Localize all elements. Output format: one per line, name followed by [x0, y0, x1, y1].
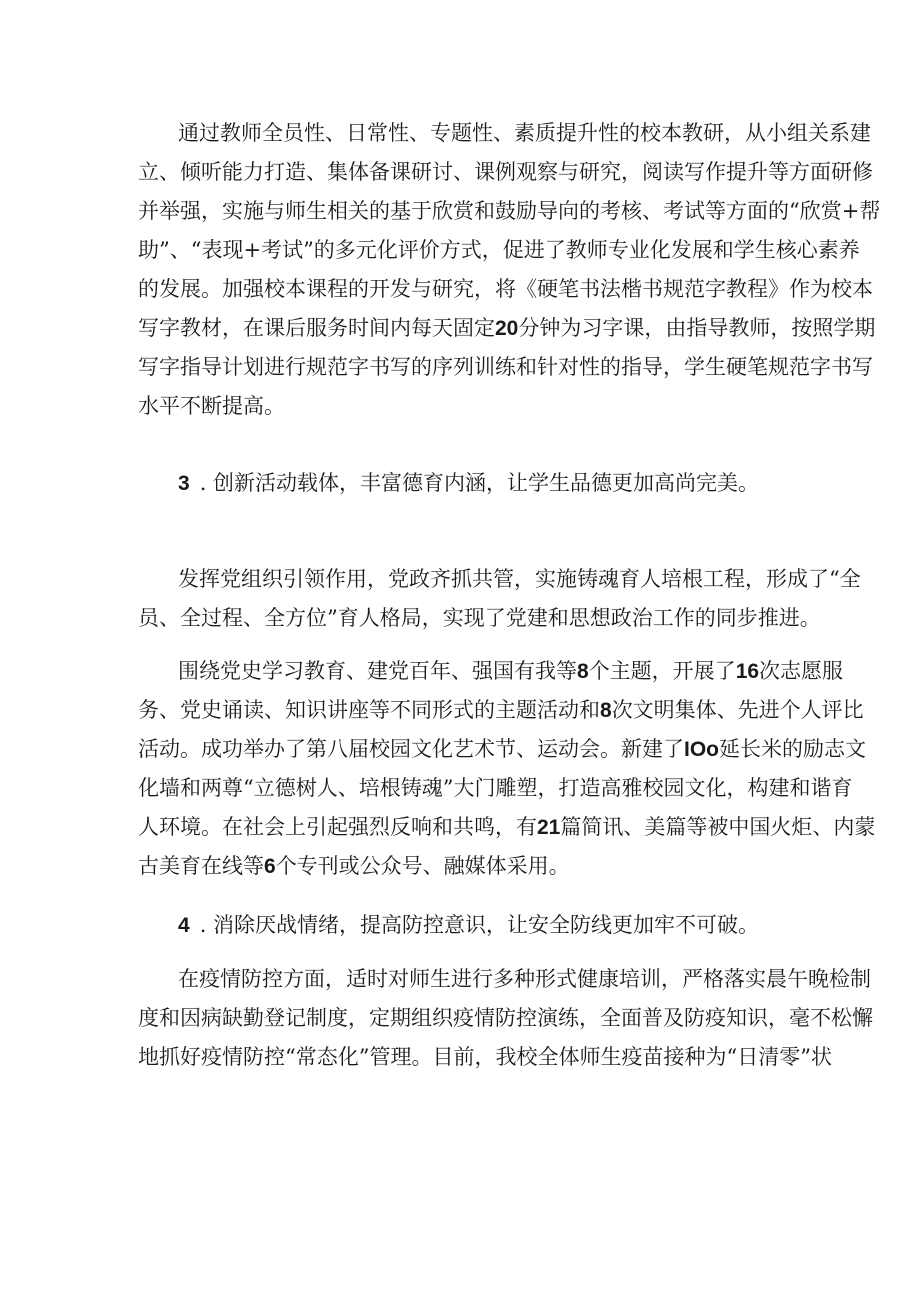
heading-3-number: 3 [178, 472, 190, 495]
p3-l6-b: 个专刊或公众号、融媒体采用。 [275, 854, 570, 878]
paragraph-1-line-4: 助”、“表现+考试”的多元化评价方式，促进了教师专业化发展和学生核心素养 [138, 238, 860, 262]
p3-l1-a: 围绕党史学习教育、建党百年、强国有我等 [178, 659, 577, 683]
p3-l6-number: 6 [264, 855, 276, 878]
p3-l2-a: 务、党史诵读、知识讲座等不同形式的主题活动和 [138, 698, 600, 722]
p3-l1-b: 个主题，开展了 [588, 659, 736, 683]
section-heading-4 [178, 910, 759, 941]
p3-l5-number: 21 [537, 816, 561, 839]
paragraph-1-line-1: 通过教师全员性、日常性、专题性、素质提升性的校本教研，从小组关系建 [178, 121, 871, 145]
paragraph-4-line-3: 地抓好疫情防控“常态化”管理。目前，我校全体师生疫苗接种为“日清零”状 [138, 1045, 832, 1069]
p3-l5-b: 篇简讯、美篇等被中国火炬、内蒙 [560, 815, 876, 839]
paragraph-1-line-3: 并举强，实施与师生相关的基于欣赏和鼓励导向的考核、考试等方面的“欣赏+帮 [138, 199, 881, 223]
paragraph-3-line-5 [138, 812, 876, 843]
p3-l3-b: 延长米的励志文 [719, 737, 866, 761]
p3-l1-number-2: 16 [735, 660, 760, 683]
p3-l1-number-1: 8 [577, 660, 589, 683]
paragraph-3-line-6 [138, 851, 788, 882]
paragraph-1-line-8: 水平不断提高。 [138, 394, 285, 418]
p3-l3-a: 活动。成功举办了第八届校园文化艺术节、运动会。新建了 [138, 737, 684, 761]
heading-4-number: 4 [178, 914, 190, 937]
paragraph-4-line-1: 在疫情防控方面，适时对师生进行多种形式健康培训，严格落实晨午晚检制 [178, 967, 871, 991]
p3-l6-a: 古美育在线等 [138, 854, 264, 878]
heading-3-text: . 创新活动载体，丰富德育内涵，让学生品德更加高尚完美。 [199, 471, 760, 495]
paragraph-3-line-1 [178, 656, 844, 687]
paragraph-3-line-3 [138, 734, 866, 765]
p3-l1-c: 次志愿服 [759, 659, 844, 683]
p3-l2-b: 次文明集体、先进个人评比 [611, 698, 864, 722]
paragraph-2-line-1: 发挥党组织引领作用，党政齐抓共管，实施铸魂育人培根工程，形成了“全 [178, 567, 861, 591]
paragraph-4-line-2: 度和因病缺勤登记制度，定期组织疫情防控演练，全面普及防疫知识，毫不松懈 [138, 1006, 873, 1030]
paragraph-1-line-7: 写字指导计划进行规范字书写的序列训练和针对性的指导，学生硬笔规范字书写 [138, 355, 873, 379]
p3-l2-number: 8 [600, 699, 612, 722]
paragraph-3-line-4: 化墙和两尊“立德树人、培根铸魂”大门雕塑，打造高雅校园文化，构建和谐育 [138, 776, 853, 800]
p3-l5-a: 人环境。在社会上引起强烈反响和共鸣，有 [138, 815, 537, 839]
section-heading-3 [178, 468, 759, 499]
heading-4-text: . 消除厌战情绪，提高防控意识，让安全防线更加牢不可破。 [199, 913, 760, 937]
paragraph-2-line-2: 员、全过程、全方位”育人格局，实现了党建和思想政治工作的同步推进。 [138, 606, 821, 630]
paragraph-1-line-5: 的发展。加强校本课程的开发与研究，将《硬笔书法楷书规范字教程》作为校本 [138, 277, 873, 301]
line-6-text-b: 分钟为习字课，由指导教师，按照学期 [518, 316, 876, 340]
paragraph-1-line-2: 立、倾听能力打造、集体备课研讨、课例观察与研究，阅读写作提升等方面研修 [138, 160, 873, 184]
paragraph-1-line-6 [138, 313, 876, 344]
p3-l3-number: IOo [684, 738, 719, 761]
line-6-number: 20 [495, 317, 519, 340]
paragraph-3-line-2 [138, 695, 864, 726]
line-6-text-a: 写字教材，在课后服务时间内每天固定 [138, 316, 495, 340]
